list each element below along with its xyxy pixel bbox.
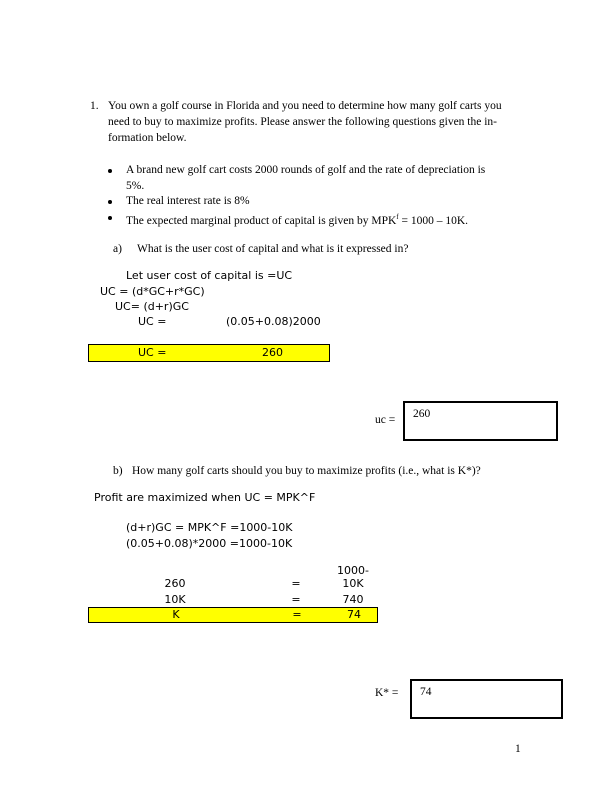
question-text-line-1: You own a golf course in Florida and you need to determine how many golf carts you [108,100,502,112]
row-3-left: K [172,608,180,621]
bullet-1-line-1: A brand new golf cart costs 2000 rounds of golf and the rate of depreciation is [126,164,486,176]
bullet-3-formula: = 1000 – 10K. [398,214,469,227]
bullet-3 [126,210,468,229]
part-b-label: b) [113,465,123,477]
row-3-right: 74 [347,608,361,621]
page-number: 1 [515,743,521,755]
part-a-work-line-3: UC= (d+r)GC [115,300,189,313]
row-1-right-top: 1000- [337,564,369,577]
bullet-icon [108,169,112,173]
part-a-work-line-1: Let user cost of capital is =UC [126,269,293,282]
row-2-right: 740 [342,593,364,606]
question-text-line-2: need to buy to maximize profits. Please answer the following questions given the in- [108,116,498,128]
bullet-1-line-2: 5%. [126,180,145,192]
bullet-3-text: The expected marginal product of capital is given by MPK [126,214,397,227]
part-b-highlighted-result [88,607,378,623]
part-a-work-line-4-left: UC = [138,315,167,328]
part-b-work-line-3: (0.05+0.08)*2000 =1000-10K [126,537,293,550]
part-a-label: a) [113,243,122,255]
k-star-answer-box[interactable] [410,679,563,719]
row-2-eq: = [291,593,301,606]
uc-answer-value: 260 [413,408,431,420]
bullet-icon [108,200,112,204]
bullet-2: The real interest rate is 8% [126,195,250,207]
part-b-question: How many golf carts should you buy to maximize profits (i.e., what is K*)? [132,465,481,477]
part-a-hl-left: UC = [138,346,167,359]
k-star-answer-value: 74 [420,686,432,698]
question-text-line-3: formation below. [108,132,187,144]
row-2-left: 10K [164,593,186,606]
part-b-work-line-1: Profit are maximized when UC = MPK^F [94,491,316,504]
part-b-work-line-2: (d+r)GC = MPK^F =1000-10K [126,521,293,534]
superscript-f: f [396,213,399,221]
uc-answer-box[interactable] [403,401,558,441]
part-a-highlighted-result [88,344,330,362]
part-a-work-line-2: UC = (d*GC+r*GC) [100,285,205,298]
row-1-eq: = [291,577,301,590]
k-star-answer-label: K* = [375,687,399,699]
row-1-left: 260 [164,577,186,590]
bullet-icon [108,216,112,220]
part-a-question: What is the user cost of capital and what is it expressed in? [137,243,409,255]
uc-answer-label: uc = [375,414,396,426]
row-1-right: 10K [342,577,364,590]
part-a-work-line-4-right: (0.05+0.08)2000 [226,315,321,328]
part-a-hl-right: 260 [262,346,283,359]
row-3-eq: = [292,608,302,621]
question-number: 1. [90,100,99,112]
